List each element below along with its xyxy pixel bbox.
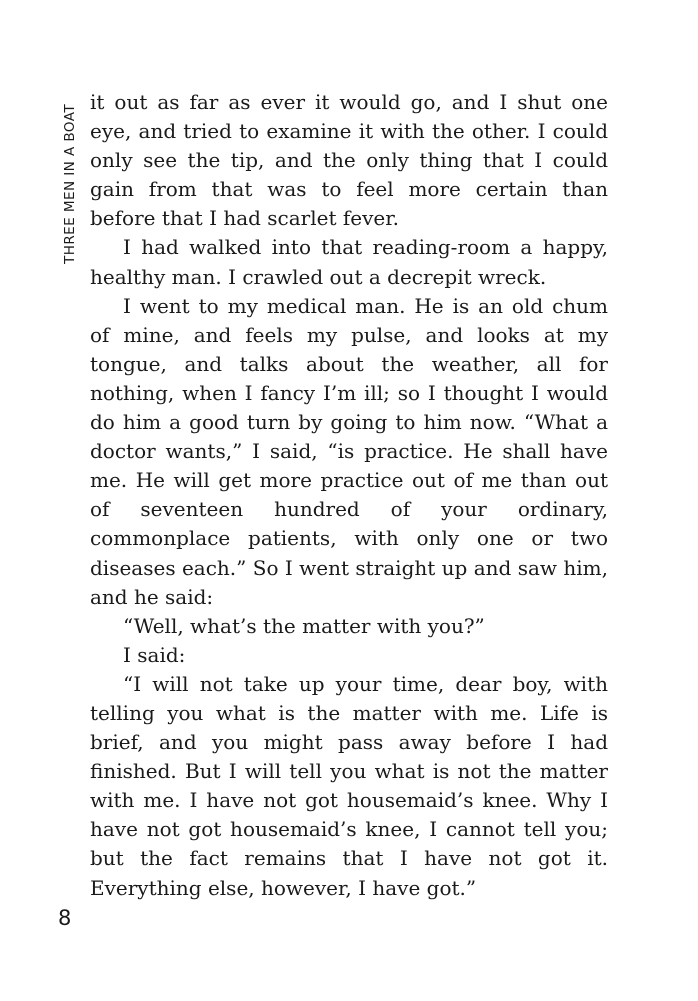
paragraph-6: “I will not take up your time, dear boy, with telling you what is the matter with me. Life is brief, and you might pass away before I had finished. But I will tell you what is not the matter with me. I have not got housemaid’s knee. Why I have not got housemaid’s knee, I cannot tell you; but the fact remains that I have not got it. Everything else, however, I have got.”: [90, 671, 608, 900]
running-head: [59, 82, 81, 264]
running-head-text: THREE MEN IN A BOAT: [62, 103, 78, 264]
paragraph-3: I went to my medical man. He is an old chum of mine, and feels my pulse, and looks at my tongue, and talks about the weather, all for nothing, when I fancy I’m ill; so I thought I would do him a good turn by going to him now. “What a doctor wants,” I said, “is practice. He shall have me. He will get more practice out of me than out of seventeen hundred of your ordinary, commonplace patients, with only one or two diseases each.” So I went straight up and saw him, and he said:: [90, 293, 608, 609]
paragraph-4: “Well, what’s the matter with you?”: [123, 613, 485, 638]
paragraph-1: it out as far as ever it would go, and I shut one eye, and tried to examine it with the other. I could only see the tip, and the only thing that I could gain from that was to feel more certain than before that I had scarlet fever.: [90, 90, 608, 231]
paragraph-2: I had walked into that reading-room a happy, healthy man. I crawled out a decrepit wreck.: [90, 235, 608, 289]
page-number: 8: [58, 906, 72, 930]
body-text: [90, 88, 608, 903]
paragraph-5: I said:: [123, 642, 186, 667]
